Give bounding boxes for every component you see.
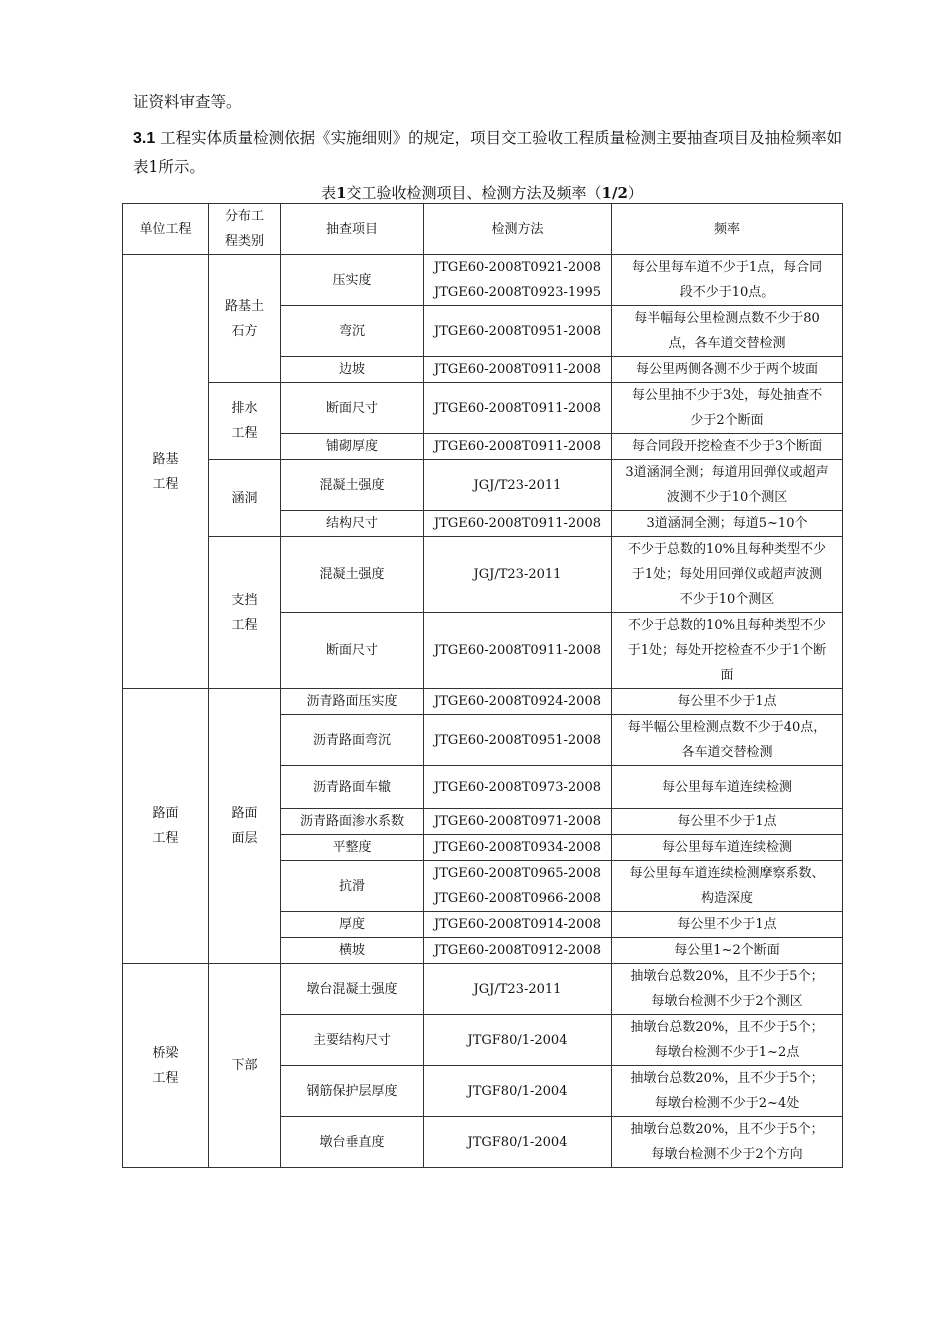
item-cell: 沥青路面弯沉 bbox=[281, 715, 424, 766]
frequency-cell: 3道涵洞全测；每道5~10个 bbox=[612, 511, 843, 537]
method-cell: JTGE60-2008T0914-2008 bbox=[424, 912, 612, 938]
item-cell: 结构尺寸 bbox=[281, 511, 424, 537]
unit-pavement: 路面 工程 bbox=[123, 689, 209, 964]
category-drainage: 排水 工程 bbox=[209, 383, 281, 460]
method-cell: JTGE60-2008T0965-2008 JTGE60-2008T0966-2008 bbox=[424, 861, 612, 912]
method-cell: JGJ/T23-2011 bbox=[424, 964, 612, 1015]
section-number: 3.1 bbox=[133, 130, 156, 147]
section-paragraph bbox=[133, 124, 853, 182]
table-caption bbox=[122, 183, 842, 203]
method-cell: JTGE60-2008T0911-2008 bbox=[424, 434, 612, 460]
caption-number: 1 bbox=[336, 184, 347, 202]
frequency-cell: 每合同段开挖检查不少于3个断面 bbox=[612, 434, 843, 460]
item-cell: 边坡 bbox=[281, 357, 424, 383]
caption-close: ） bbox=[627, 184, 643, 202]
item-cell: 断面尺寸 bbox=[281, 613, 424, 689]
method-cell: JTGE60-2008T0951-2008 bbox=[424, 306, 612, 357]
header-item: 抽查项目 bbox=[281, 204, 424, 255]
category-culvert: 涵洞 bbox=[209, 460, 281, 537]
table-row bbox=[123, 689, 843, 715]
frequency-cell: 每公里1~2个断面 bbox=[612, 938, 843, 964]
table-row bbox=[123, 383, 843, 434]
item-cell: 横坡 bbox=[281, 938, 424, 964]
method-cell: JTGE60-2008T0973-2008 bbox=[424, 766, 612, 809]
frequency-cell: 每公里每车道连续检测 bbox=[612, 835, 843, 861]
frequency-cell: 抽墩台总数20%，且不少于5个； 每墩台检测不少于2~4处 bbox=[612, 1066, 843, 1117]
method-cell: JTGE60-2008T0921-2008 JTGE60-2008T0923-1995 bbox=[424, 255, 612, 306]
method-cell: JTGE60-2008T0912-2008 bbox=[424, 938, 612, 964]
item-cell: 压实度 bbox=[281, 255, 424, 306]
item-cell: 抗滑 bbox=[281, 861, 424, 912]
frequency-cell: 每公里不少于1点 bbox=[612, 809, 843, 835]
method-cell: JTGE60-2008T0934-2008 bbox=[424, 835, 612, 861]
header-unit: 单位工程 bbox=[123, 204, 209, 255]
caption-part: 1/2 bbox=[601, 184, 628, 202]
section-text: 工程实体质量检测依据《实施细则》的规定，项目交工验收工程质量检测主要抽查项目及抽检频率如表1所示。 bbox=[133, 129, 843, 176]
frequency-cell: 每公里不少于1点 bbox=[612, 689, 843, 715]
frequency-cell: 每半幅公里检测点数不少于40点， 各车道交替检测 bbox=[612, 715, 843, 766]
item-cell: 钢筋保护层厚度 bbox=[281, 1066, 424, 1117]
item-cell: 平整度 bbox=[281, 835, 424, 861]
method-cell: JTGE60-2008T0951-2008 bbox=[424, 715, 612, 766]
category-substructure: 下部 bbox=[209, 964, 281, 1168]
method-cell: JTGE60-2008T0911-2008 bbox=[424, 357, 612, 383]
unit-subgrade: 路基 工程 bbox=[123, 255, 209, 689]
method-cell: JTGE60-2008T0911-2008 bbox=[424, 511, 612, 537]
frequency-cell: 每公里每车道连续检测 bbox=[612, 766, 843, 809]
item-cell: 沥青路面渗水系数 bbox=[281, 809, 424, 835]
item-cell: 断面尺寸 bbox=[281, 383, 424, 434]
method-cell: JTGF80/1-2004 bbox=[424, 1066, 612, 1117]
intro-line: 证资料审查等。 bbox=[133, 93, 242, 111]
caption-title: 交工验收检测项目、检测方法及频率（ bbox=[346, 184, 602, 202]
frequency-cell: 每公里不少于1点 bbox=[612, 912, 843, 938]
method-cell: JTGF80/1-2004 bbox=[424, 1117, 612, 1168]
inspection-table bbox=[122, 203, 843, 1168]
header-category: 分布工 程类别 bbox=[209, 204, 281, 255]
method-cell: JTGE60-2008T0924-2008 bbox=[424, 689, 612, 715]
caption-prefix: 表 bbox=[321, 184, 337, 202]
item-cell: 铺砌厚度 bbox=[281, 434, 424, 460]
table-row bbox=[123, 537, 843, 613]
frequency-cell: 每公里每车道连续检测摩察系数、 构造深度 bbox=[612, 861, 843, 912]
table-row bbox=[123, 964, 843, 1015]
item-cell: 沥青路面车辙 bbox=[281, 766, 424, 809]
frequency-cell: 每公里抽不少于3处，每处抽查不 少于2个断面 bbox=[612, 383, 843, 434]
method-cell: JTGE60-2008T0971-2008 bbox=[424, 809, 612, 835]
category-retaining: 支挡 工程 bbox=[209, 537, 281, 689]
method-cell: JTGF80/1-2004 bbox=[424, 1015, 612, 1066]
header-method: 检测方法 bbox=[424, 204, 612, 255]
item-cell: 厚度 bbox=[281, 912, 424, 938]
item-cell: 混凝土强度 bbox=[281, 460, 424, 511]
item-cell: 弯沉 bbox=[281, 306, 424, 357]
category-earthwork: 路基土 石方 bbox=[209, 255, 281, 383]
frequency-cell: 3道涵洞全测；每道用回弹仪或超声 波测不少于10个测区 bbox=[612, 460, 843, 511]
frequency-cell: 抽墩台总数20%，且不少于5个； 每墩台检测不少于2个测区 bbox=[612, 964, 843, 1015]
frequency-cell: 每公里两侧各测不少于两个坡面 bbox=[612, 357, 843, 383]
frequency-cell: 不少于总数的10%且每种类型不少 于1处；每处用回弹仪或超声波测 不少于10个测区 bbox=[612, 537, 843, 613]
item-cell: 混凝土强度 bbox=[281, 537, 424, 613]
item-cell: 墩台垂直度 bbox=[281, 1117, 424, 1168]
table-header-row bbox=[123, 204, 843, 255]
header-frequency: 频率 bbox=[612, 204, 843, 255]
frequency-cell: 抽墩台总数20%，且不少于5个； 每墩台检测不少于1~2点 bbox=[612, 1015, 843, 1066]
frequency-cell: 每半幅每公里检测点数不少于80 点，各车道交替检测 bbox=[612, 306, 843, 357]
item-cell: 沥青路面压实度 bbox=[281, 689, 424, 715]
item-cell: 主要结构尺寸 bbox=[281, 1015, 424, 1066]
table-row bbox=[123, 255, 843, 306]
frequency-cell: 抽墩台总数20%，且不少于5个； 每墩台检测不少于2个方向 bbox=[612, 1117, 843, 1168]
frequency-cell: 不少于总数的10%且每种类型不少 于1处；每处开挖检查不少于1个断 面 bbox=[612, 613, 843, 689]
unit-bridge: 桥梁 工程 bbox=[123, 964, 209, 1168]
table-row bbox=[123, 460, 843, 511]
category-pavement-layer: 路面 面层 bbox=[209, 689, 281, 964]
method-cell: JTGE60-2008T0911-2008 bbox=[424, 383, 612, 434]
frequency-cell: 每公里每车道不少于1点，每合同 段不少于10点。 bbox=[612, 255, 843, 306]
item-cell: 墩台混凝土强度 bbox=[281, 964, 424, 1015]
method-cell: JGJ/T23-2011 bbox=[424, 460, 612, 511]
method-cell: JGJ/T23-2011 bbox=[424, 537, 612, 613]
method-cell: JTGE60-2008T0911-2008 bbox=[424, 613, 612, 689]
